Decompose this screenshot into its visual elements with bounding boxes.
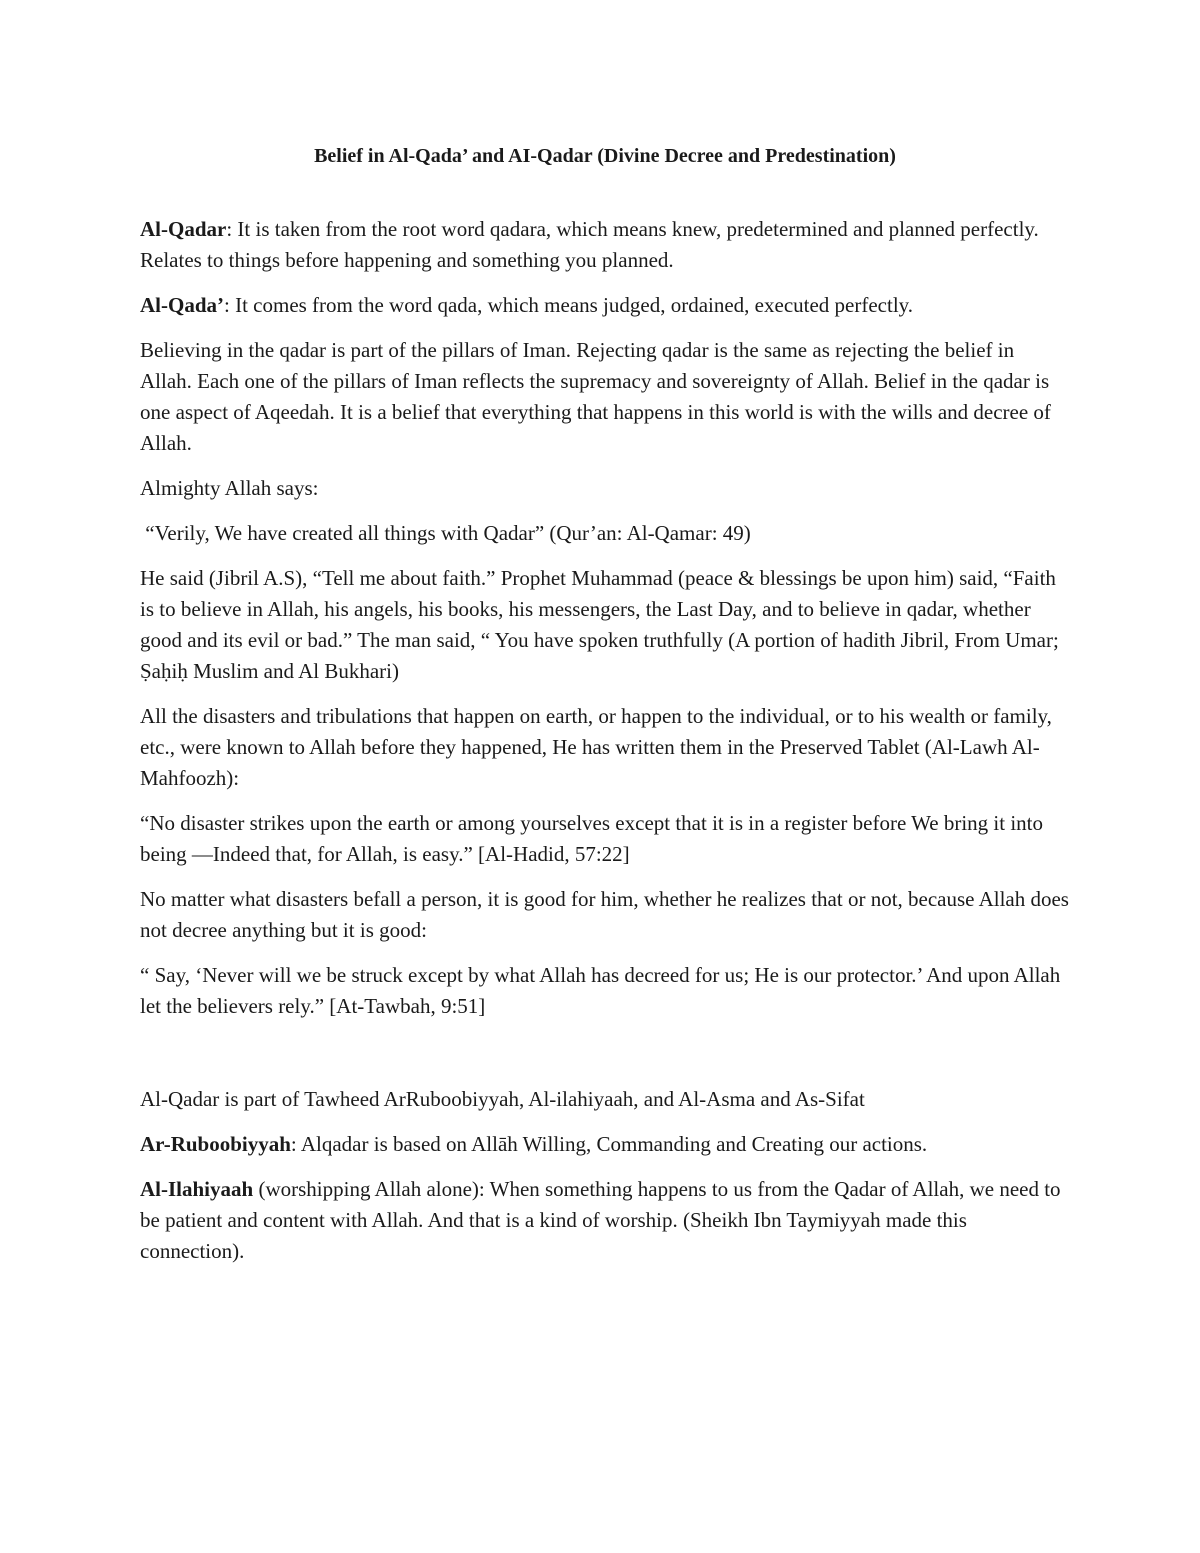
paragraph-quran-quote-hadid: “No disaster strikes upon the earth or among yourselves except that it is in a register before We bring it into being —Indeed that, for Allah, is easy.” [Al-Hadid, 57:22] (140, 811, 1044, 866)
paragraph-almighty-allah-says: Almighty Allah says: (140, 476, 319, 500)
paragraph-hadith-jibril: He said (Jibril A.S), “Tell me about faith.” Prophet Muhammad (peace & blessings be upon him) said, “Faith is to believe in Allah, his angels, his books, his messengers, the Last Day, and to believe in qadar, whether good and its evil or bad.” The man said, “ You have spoken truthfully (A portion of hadith Jibril, From Umar; Ṣaḥiḥ Muslim and Al Bukhari) (140, 566, 1059, 683)
paragraph-disasters-good: No matter what disasters befall a person, it is good for him, whether he realizes that or not, because Allah does not decree anything but it is good: (140, 887, 1069, 942)
paragraph-al-qadar-definition (140, 214, 1070, 276)
term-ar-ruboobiyyah: Ar-Ruboobiyyah (140, 1132, 291, 1156)
document-title: Belief in Al-Qada’ and AI-Qadar (Divine Decree and Predestination) (314, 145, 896, 167)
definition-text: : It is taken from the root word qadara, which means knew, predetermined and planned perfectly. Relates to things before happening and something you planned. (140, 217, 1039, 272)
paragraph-al-qada-definition (140, 290, 1070, 321)
paragraph-quran-quote-qamar: “Verily, We have created all things with Qadar” (Qur’an: Al-Qamar: 49) (140, 521, 751, 545)
paragraph-quran-quote-tawbah: “ Say, ‘Never will we be struck except by what Allah has decreed for us; He is our protector.’ And upon Allah let the believers rely.” [At-Tawbah, 9:51] (140, 963, 1061, 1018)
paragraph-disasters-known: All the disasters and tribulations that happen on earth, or happen to the individual, or to his wealth or family, etc., were known to Allah before they happened, He has written them in the Preserved Tablet (Al-Lawh Al-Mahfoozh): (140, 704, 1052, 790)
definition-text: : It comes from the word qada, which means judged, ordained, executed perfectly. (224, 293, 914, 317)
paragraph-al-ilahiyaah (140, 1174, 1070, 1267)
paragraph-pillars-of-iman: Believing in the qadar is part of the pillars of Iman. Rejecting qadar is the same as rejecting the belief in Allah. Each one of the pillars of Iman reflects the supremacy and sovereignty of Allah. Belief in the qadar is one aspect of Aqeedah. It is a belief that everything that happens in this world is with the wills and decree of Allah. (140, 338, 1051, 455)
term-al-qada: Al-Qada’ (140, 293, 224, 317)
term-al-ilahiyaah: Al-Ilahiyaah (140, 1177, 254, 1201)
definition-text: (worshipping Allah alone): When something happens to us from the Qadar of Allah, we need to be patient and content with Allah. And that is a kind of worship. (Sheikh Ibn Taymiyyah made this connection). (140, 1177, 1061, 1263)
paragraph-tawheed-categories: Al-Qadar is part of Tawheed ArRuboobiyyah, Al-ilahiyaah, and Al-Asma and As-Sifat (140, 1087, 865, 1111)
document-page (140, 140, 1070, 1281)
definition-text: : Alqadar is based on Allāh Willing, Commanding and Creating our actions. (290, 1132, 928, 1156)
term-al-qadar: Al-Qadar (140, 217, 227, 241)
paragraph-ar-ruboobiyyah (140, 1129, 1070, 1160)
blank-line (140, 1036, 1070, 1084)
